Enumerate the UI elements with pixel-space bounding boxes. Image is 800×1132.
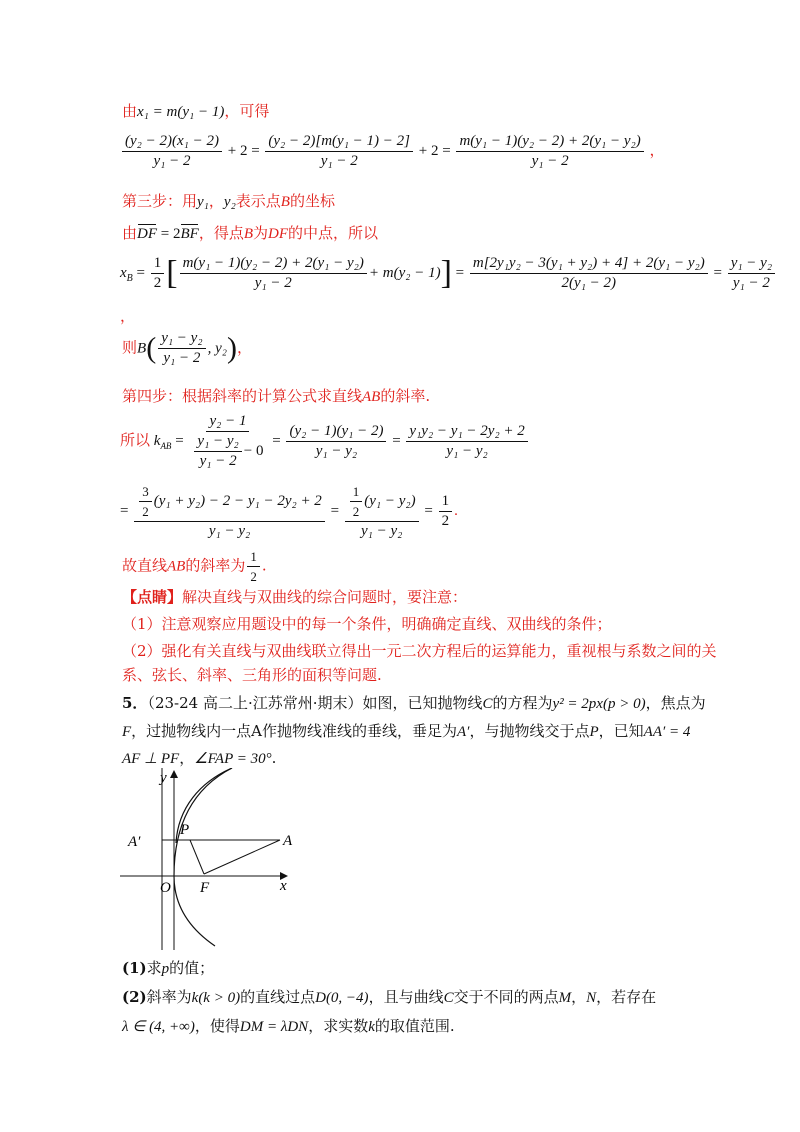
eq1-plus2: + 2 = — [418, 142, 451, 159]
equation-3 — [120, 413, 530, 470]
tip-text: 解决直线与双曲线的综合问题时，要注意： — [182, 588, 468, 606]
eq4-f1-num-text: (y₁ + y₂) − 2 − y₁ − 2y₂ + 2 — [153, 493, 322, 509]
problem5-source: （23-24 高二上·江苏常州·期末）如图，已知抛物线 — [147, 694, 483, 712]
parabola-curve — [174, 768, 232, 946]
step3-sep: ， — [208, 192, 224, 210]
eq1-frac2-num: (y₂ − 2)[m(y₁ − 1) − 2] — [265, 133, 413, 152]
problem5-end: . — [271, 749, 277, 767]
step3-y2: y₂ — [223, 194, 236, 210]
eq4-f2-coef-den: 2 — [352, 504, 360, 519]
problem5-sep: ， — [179, 749, 195, 767]
q2-line2a: ，使得 — [194, 1017, 240, 1035]
eq2-half-num: 1 — [151, 255, 165, 274]
q2-label: (2) — [122, 988, 147, 1006]
question-2-line1 — [122, 986, 656, 1007]
eq2-res-den: y₁ − 2 — [732, 275, 770, 291]
eq4-eq: = — [120, 502, 129, 519]
tip-label: 【点睛】 — [122, 588, 183, 606]
then-B-line — [122, 330, 252, 367]
problem5-eq: y² = 2px(p > 0) — [552, 696, 646, 712]
q1-text: 求 — [146, 959, 162, 977]
q2-text1: 斜率为 — [146, 988, 192, 1006]
problem5-line2b: ，与抛物线交于点 — [469, 722, 590, 740]
then-frac — [158, 330, 205, 367]
conclusion-frac — [247, 548, 260, 585]
eq2-half-den: 2 — [153, 275, 162, 291]
conclusion-den: 2 — [250, 569, 257, 584]
then-frac-den: y₁ − 2 — [163, 350, 201, 366]
label-Aprime: A′ — [128, 834, 141, 850]
eq3-den-minus: − 0 — [243, 443, 264, 459]
vec-by: 由 — [122, 224, 138, 242]
q2-line2b: ，求实数 — [308, 1017, 369, 1035]
q1-p: p — [161, 961, 170, 977]
eq3-eq2: = — [272, 432, 281, 449]
tip-item-1: （1）注意观察应用题设中的每一个条件，明确确定直线、双曲线的条件； — [122, 615, 612, 633]
eq2-inner-den: y₁ − 2 — [254, 275, 292, 291]
eq2-res — [728, 255, 775, 292]
conclusion-text: 故直线 — [122, 556, 168, 575]
eq4-f2 — [345, 483, 419, 540]
tip-item-2b: 系、弦长、斜率、三角形的面积等问题. — [122, 666, 382, 684]
vec-DF: DF — [137, 226, 158, 242]
conclusion-AB: AB — [167, 558, 186, 575]
conclusion-text2: 的斜率为 — [185, 556, 246, 575]
eq4-f1-coef — [139, 483, 152, 520]
problem5-P: P — [589, 724, 599, 740]
problem5-text1: 的方程为 — [492, 694, 553, 712]
eq2-half — [151, 255, 165, 292]
step3-line — [122, 190, 335, 211]
vec-BF: BF — [180, 226, 199, 242]
problem5-line1 — [122, 692, 706, 713]
tip-line — [122, 586, 467, 607]
eq1-frac1 — [122, 133, 222, 170]
step4-AB: AB — [362, 389, 381, 405]
q2-text4: 交于不同的两点 — [453, 988, 559, 1006]
eq1-frac3-num: m(y₁ − 1)(y₂ − 2) + 2(y₁ − y₂) — [456, 133, 643, 152]
eq2-lhs-sub: B — [126, 272, 133, 284]
problem5-text2: ，焦点为 — [645, 694, 706, 712]
step3-end: 的坐标 — [289, 192, 335, 210]
q2-C: C — [443, 990, 454, 1006]
eq2-inner — [180, 255, 367, 292]
q2-lambda: λ ∈ (4, +∞) — [122, 1019, 195, 1035]
eq3-eq3: = — [392, 432, 401, 449]
equation-1 — [120, 133, 665, 170]
eq1-frac2-den: y₁ − 2 — [320, 153, 358, 169]
eq4-f2-num-text: (y₁ − y₂) — [364, 493, 416, 509]
eq2-eq3: = — [713, 264, 722, 281]
eq4-f1-den: y₁ − y₂ — [208, 523, 251, 539]
problem5-Ap: A′ — [457, 724, 470, 740]
y-axis-arrow — [170, 770, 178, 778]
label-y: y — [160, 770, 167, 786]
step3-label: 第三步：用 — [122, 192, 198, 210]
eq2-lhs: x — [120, 264, 127, 281]
label-O: O — [160, 880, 171, 896]
eq4-f1 — [134, 483, 325, 540]
eq3-eq: = — [171, 432, 184, 449]
q2-line2-end: 的取值范围. — [374, 1017, 455, 1035]
label-A: A — [283, 833, 293, 849]
vec-mid2: 为 — [253, 224, 269, 242]
eq3-f3 — [406, 423, 527, 460]
vec-end: 的中点，所以 — [288, 224, 379, 242]
then-B: B — [137, 340, 147, 357]
eq4-end: . — [454, 502, 458, 519]
question-1 — [122, 957, 214, 978]
intro-by: 由 — [122, 102, 138, 120]
step4-text2: 的斜率. — [380, 387, 431, 405]
eq1-frac3-den: y₁ − 2 — [531, 153, 569, 169]
problem5-perp: AF ⊥ PF — [122, 751, 180, 767]
eq4-f2-den: y₁ − y₂ — [361, 523, 403, 539]
eq2-inner-num: m(y₁ − 1)(y₂ − 2) + 2(y₁ − y₂) — [180, 255, 367, 274]
question-2-line2 — [122, 1015, 455, 1036]
equation-4 — [120, 483, 458, 540]
eq4-res — [439, 493, 453, 530]
eq4-eq3: = — [424, 502, 433, 519]
eq3-k-sub: AB — [160, 440, 172, 451]
step3-B: B — [280, 194, 290, 210]
conclusion-line — [122, 548, 267, 585]
eq4-f1-num — [134, 483, 325, 522]
eq3-f3-den: y₁ − y₂ — [446, 443, 488, 459]
intro-formula: x₁ = m(y₁ − 1) — [137, 104, 225, 120]
eq2-inner-plus: + m(y₂ − 1) — [368, 264, 441, 281]
problem5-AA-eq: AA′ = 4 — [643, 724, 691, 740]
problem5-line3 — [122, 747, 276, 768]
problem5-line2 — [122, 720, 690, 741]
q2-N: N — [586, 990, 597, 1006]
eq3-f3-num: y₁y₂ − y₁ − 2y₂ + 2 — [406, 423, 527, 442]
eq4-res-den: 2 — [441, 513, 450, 529]
eq4-f2-coef-num: 1 — [350, 483, 363, 502]
intro-can-get: ，可得 — [224, 102, 270, 120]
step3-y1: y₁ — [197, 194, 209, 210]
line-P-F — [190, 840, 204, 874]
problem5-angle: ∠FAP = 30° — [194, 751, 272, 767]
eq1-frac2 — [265, 133, 413, 170]
eq3-f2-den: y₁ − y₂ — [315, 443, 358, 459]
label-P: P — [180, 822, 190, 838]
eq1-frac1-den: y₁ − 2 — [153, 153, 191, 169]
then-y2: , y₂ — [207, 340, 227, 357]
eq3-den — [189, 432, 266, 470]
label-x: x — [280, 878, 287, 894]
step3-intro-line — [122, 100, 269, 121]
then-end: ， — [236, 338, 252, 357]
eq1-tail: ， — [649, 142, 665, 159]
problem5-C: C — [482, 696, 493, 712]
tip-item-2a: （2）强化有关直线与双曲线联立得出一元二次方程后的运算能力，重视根与系数之间的关 — [122, 642, 717, 660]
eq4-f1-coef-num: 3 — [139, 483, 152, 502]
q2-line2-k: k — [368, 1019, 375, 1035]
eq1-plus1: + 2 = — [227, 142, 260, 159]
eq2-eq: = — [132, 264, 145, 281]
eq1-frac1-num: (y₂ − 2)(x₁ − 2) — [122, 133, 222, 152]
problem5-num: 5． — [122, 694, 148, 712]
conclusion-end: . — [261, 556, 267, 575]
eq2-lbracket: [ — [166, 254, 178, 292]
eq3-so: 所以 — [120, 430, 151, 449]
q2-vec: DM = λDN — [239, 1019, 309, 1035]
q2-M: M — [558, 990, 572, 1006]
eq4-f1-coef-den: 2 — [142, 504, 149, 519]
problem5-line2c: ，已知 — [598, 722, 644, 740]
eq2-big — [470, 255, 708, 292]
q2-D: D(0, −4) — [315, 990, 369, 1006]
eq4-eq2: = — [330, 502, 340, 519]
conclusion-num: 1 — [247, 548, 260, 567]
q1-label: (1) — [122, 959, 147, 977]
q2-text3: ，且与曲线 — [368, 988, 444, 1006]
line-F-A — [204, 840, 280, 874]
vector-line — [122, 222, 378, 243]
eq2-big-den: 2(y₁ − 2) — [561, 275, 617, 291]
parabola-figure — [120, 768, 300, 950]
then-rparen: ) — [226, 331, 237, 365]
then-lparen: ( — [146, 331, 157, 365]
eq2-res-num: y₁ − y₂ — [728, 255, 775, 274]
label-F: F — [200, 880, 210, 896]
then-label: 则 — [122, 338, 138, 357]
vec-eq: = 2 — [157, 226, 181, 242]
eq3-k: k — [153, 432, 161, 449]
then-frac-num: y₁ − y₂ — [158, 330, 205, 349]
eq2-big-num: m[2y₁y₂ − 3(y₁ + y₂) + 4] + 2(y₁ − y₂) — [470, 255, 708, 274]
q1-end: 的值； — [169, 959, 215, 977]
eq4-res-num: 1 — [439, 493, 453, 512]
step3-rest: 表示点 — [235, 192, 281, 210]
eq3-f2 — [286, 423, 386, 460]
q2-text5: ，若存在 — [596, 988, 657, 1006]
eq3-den-num: y₁ − y₂ — [194, 433, 241, 452]
eq2-eq2: = — [455, 264, 465, 281]
eq3-num: y₂ − 1 — [206, 413, 249, 432]
step4-line — [122, 385, 430, 406]
eq4-f2-num — [345, 483, 419, 522]
eq3-den-den: y₁ − 2 — [199, 453, 237, 469]
vec-mid1: ，得点 — [198, 224, 244, 242]
problem5-line2a: ，过抛物线内一点A作抛物线准线的垂线，垂足为 — [131, 722, 458, 740]
vec-DF2: DF — [268, 226, 289, 242]
eq2-comma: ， — [120, 307, 136, 325]
eq3-main-frac — [189, 413, 266, 470]
q2-k: k(k > 0) — [191, 990, 241, 1006]
eq3-f2-num: (y₂ − 1)(y₁ − 2) — [286, 423, 386, 442]
eq4-f2-coef — [350, 483, 363, 520]
q2-sep: ， — [571, 988, 587, 1006]
problem5-F: F — [122, 724, 132, 740]
step4-text1: 第四步：根据斜率的计算公式求直线 — [122, 387, 363, 405]
q2-text2: 的直线过点 — [240, 988, 316, 1006]
vec-B: B — [243, 226, 253, 242]
eq1-frac3 — [456, 133, 643, 170]
equation-2 — [120, 255, 777, 292]
eq3-den-frac — [194, 433, 241, 470]
eq2-rbracket: ] — [440, 254, 452, 292]
